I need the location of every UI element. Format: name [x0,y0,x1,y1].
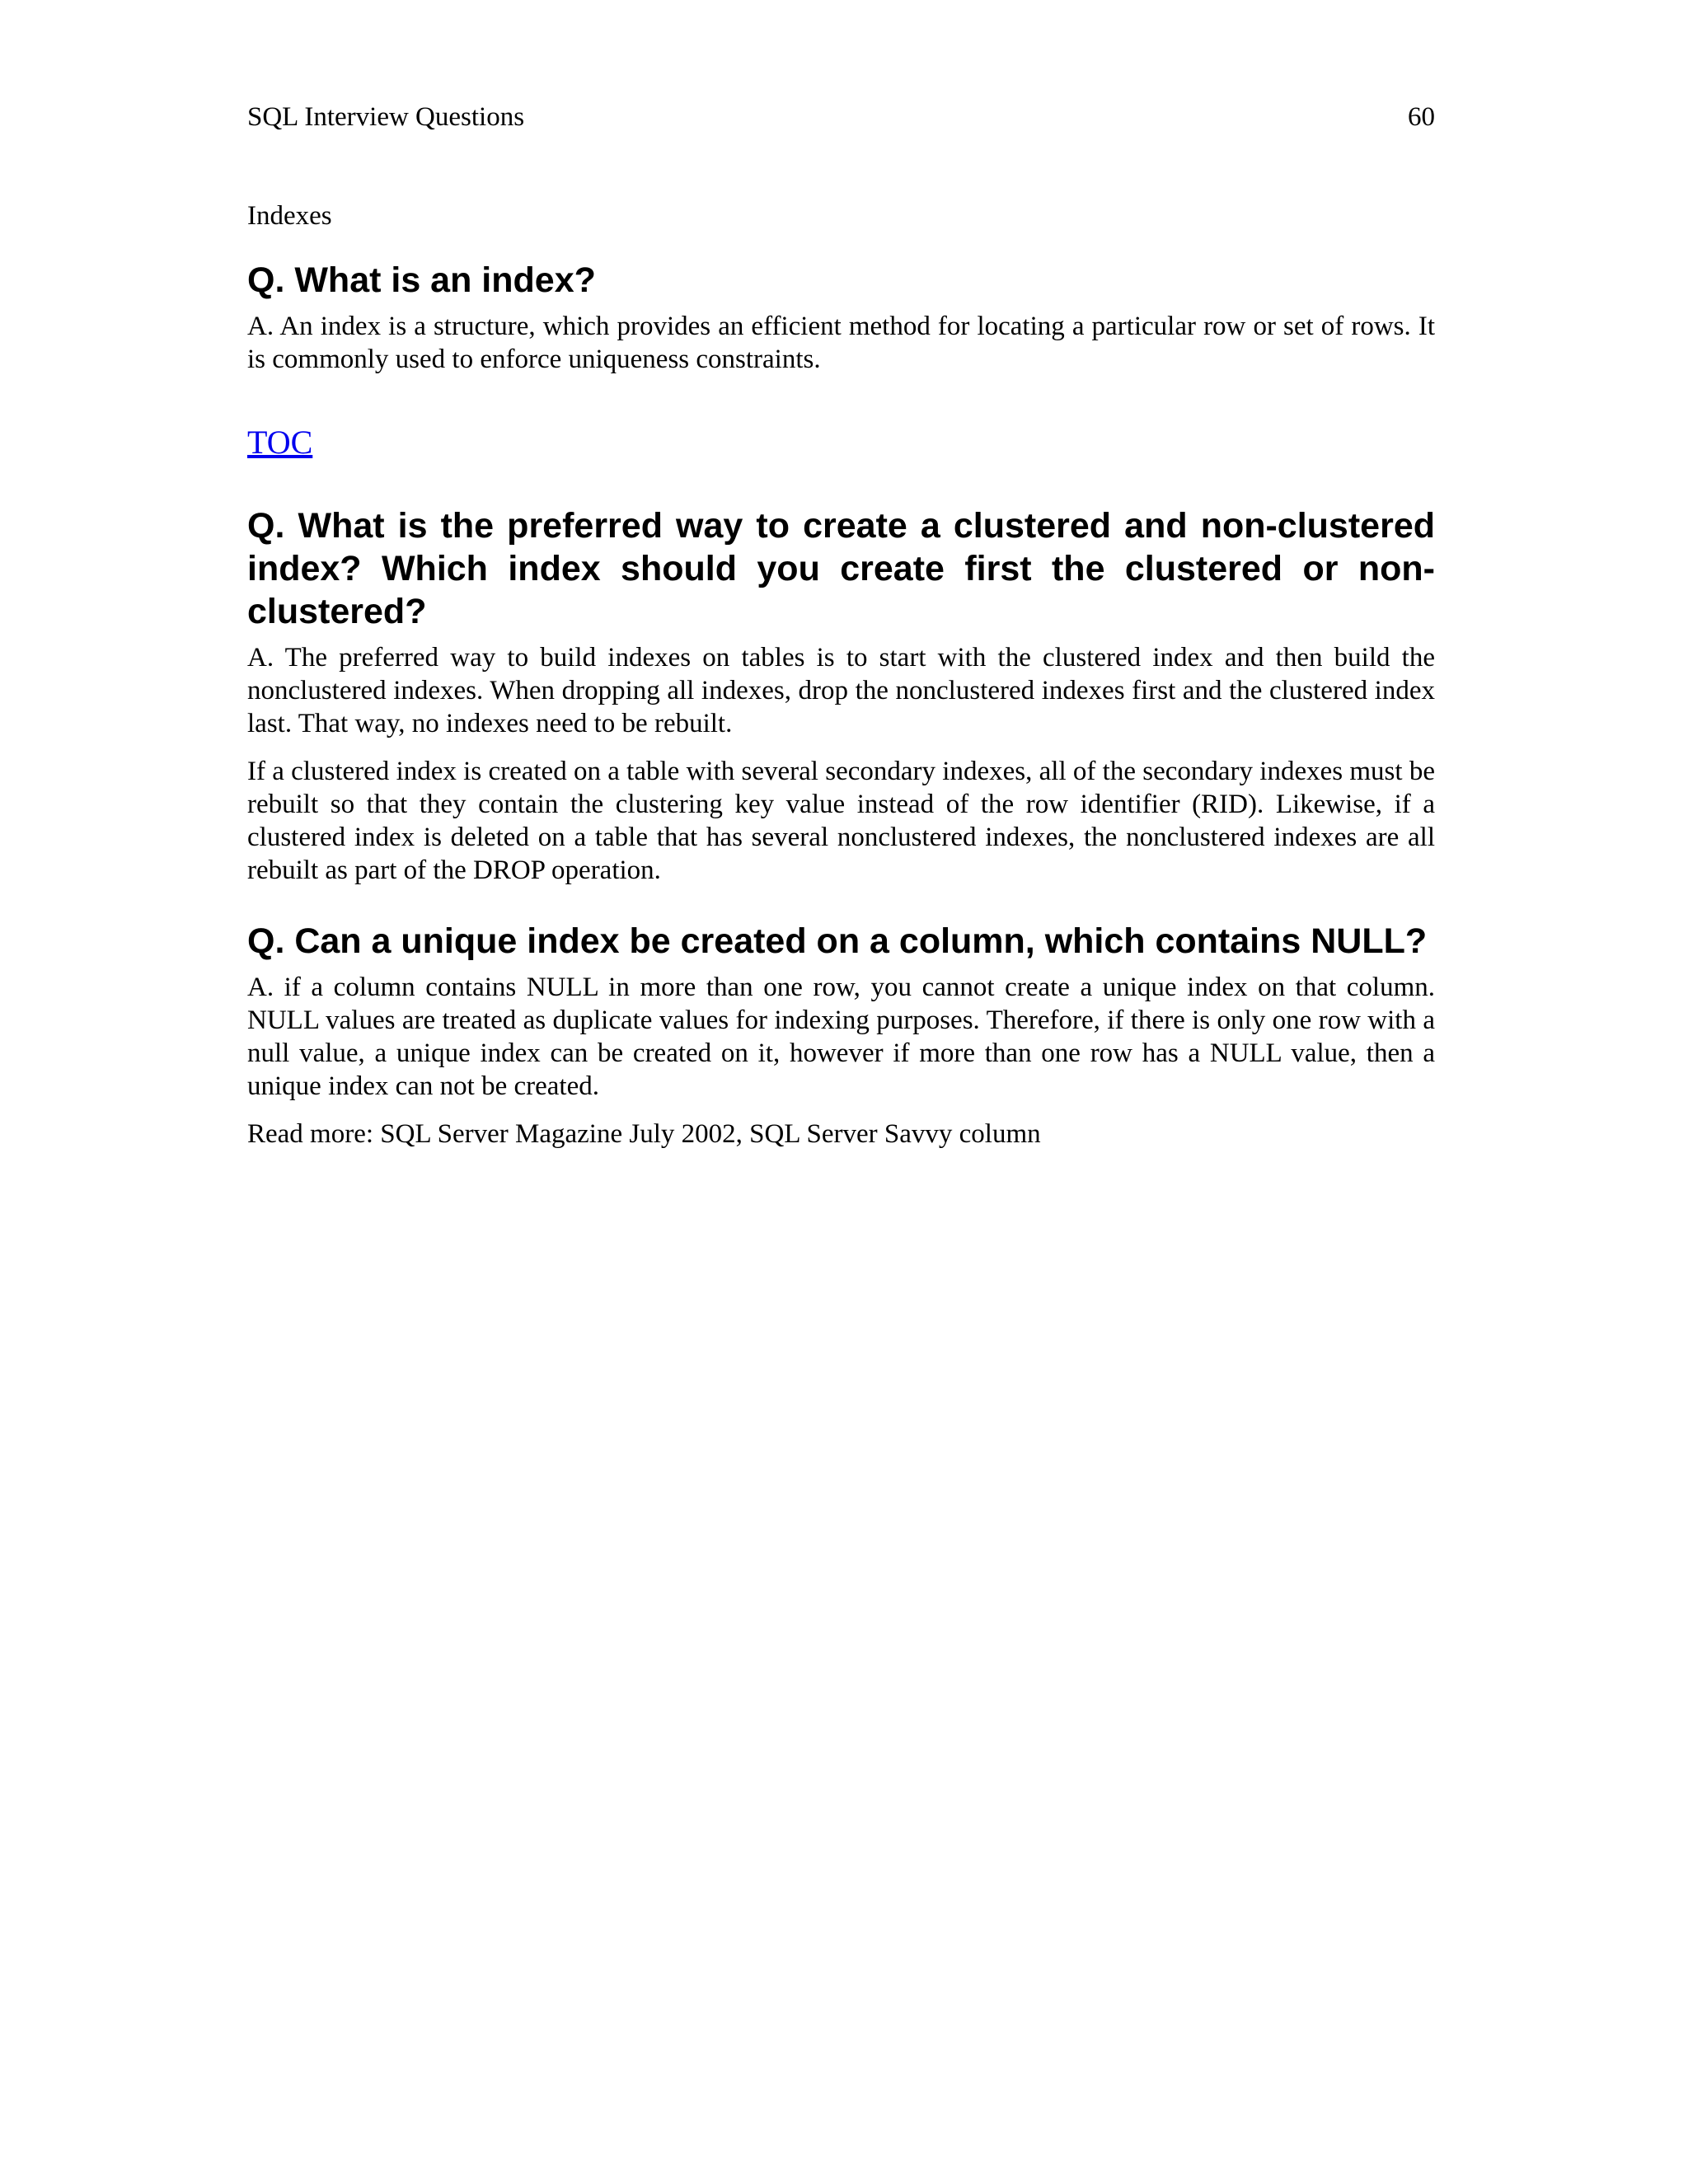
question-block-unique-null [247,920,1435,1151]
page-number: 60 [1408,102,1435,132]
header-title: SQL Interview Questions [247,102,525,132]
question-heading: Q. What is an index? [247,260,596,300]
answer-paragraph: A. The preferred way to build indexes on tables is to start with the clustered index and then build the nonclustered indexes. When dropping all indexes, drop the nonclustered indexes first and the clustered index last. That way, no indexes need to be rebuilt. [247,643,1435,738]
answer-paragraph: A. if a column contains NULL in more than one row, you cannot create a unique index on that column. NULL values are treated as duplicate values for indexing purposes. Therefore, if there is only one row with a null value, a unique index can be created on it, however if more than one row has a NULL value, then a unique index can not be created. [247,972,1435,1101]
answer-paragraph: If a clustered index is created on a table with several secondary indexes, all of the secondary indexes must be rebuilt so that they contain the clustering key value instead of the row identifier (RID). Likewise, if a clustered index is deleted on a table that has several nonclustered indexes, the nonclustered indexes are all rebuilt as part of the DROP operation. [247,757,1435,885]
read-more-note: Read more: SQL Server Magazine July 2002, SQL Server Savvy column [247,1119,1041,1149]
page-content [247,198,1435,1165]
running-header [247,99,1435,135]
question-heading: Q. Can a unique index be created on a column, which contains NULL? [247,921,1428,961]
answer-paragraph: A. An index is a structure, which provides an efficient method for locating a particular row or set of rows. It is commonly used to enforce uniqueness constraints. [247,312,1435,374]
toc-link[interactable]: TOC [247,424,313,461]
question-heading: Q. What is the preferred way to create a clustered and non-clustered index? Which index should you create first the clustered or non-clustered? [247,506,1435,631]
section-label: Indexes [247,201,332,231]
question-block-index-definition [247,259,1435,376]
question-block-clustered-order [247,504,1435,887]
